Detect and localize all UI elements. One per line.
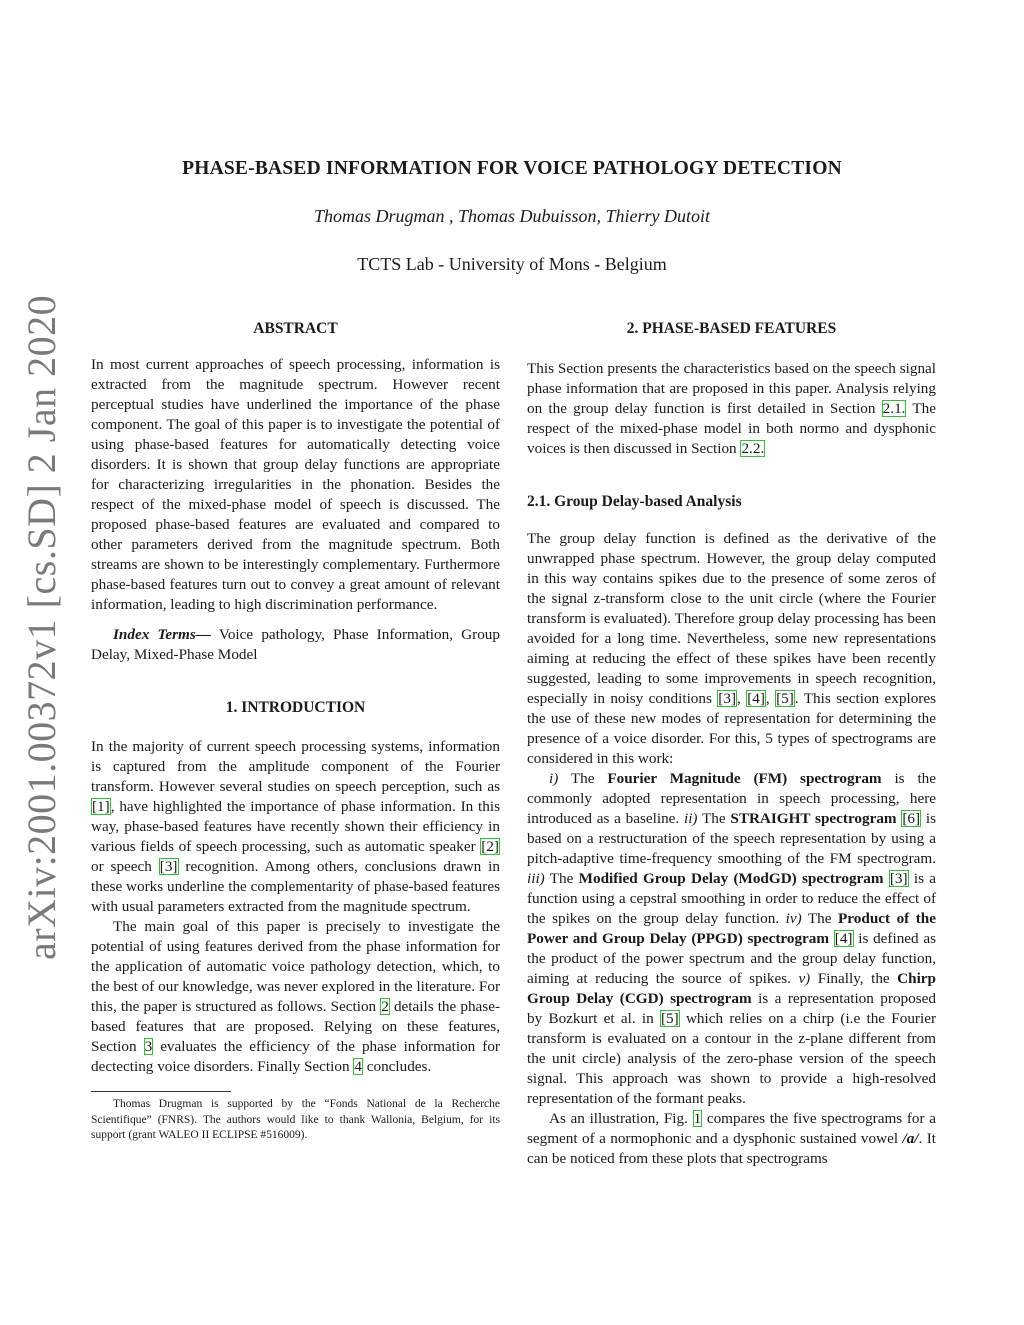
text-run: is defined as the product of the power spectrum and the group delay function, aiming at reducing the source of spikes. (527, 930, 937, 987)
text-run: which relies on a chirp (i.e the Fourier transform is evaluated on a contour in the z-plane different from the unit circle) analysis of the zero-phase version of the speech signal. This approach was shown to provide a high-resolved representation of the formant peaks. (527, 1010, 937, 1107)
citation-link[interactable]: [4] (834, 930, 853, 947)
text-run: The respect of the mixed-phase model in both normo and dysphonic voices is then discussed in Section (527, 400, 936, 457)
text-run: The (558, 770, 608, 787)
citation-link[interactable]: [5] (776, 690, 794, 707)
text-run: is the commonly adopted representation in speech processing, here introduced as a baseline. (527, 770, 937, 827)
term-bold: STRAIGHT spectrogram (730, 810, 897, 827)
arxiv-identifier-stamp: arXiv:2001.00372v1 [cs.SD] 2 Jan 2020 (19, 294, 64, 960)
text-run: concludes. (362, 1058, 432, 1075)
section-link[interactable]: 2.1. (882, 400, 906, 417)
citation-link[interactable]: [3] (889, 870, 908, 887)
text-run: . It can be noticed from these plots that spectrograms (527, 1130, 937, 1167)
enum-marker: iii) (527, 870, 545, 887)
index-terms-text: Voice pathology, Phase Information, Group Delay, Mixed-Phase Model (91, 626, 500, 663)
text-run: recognition. Among others, conclusions drawn in these works underline the complementarity of phase-based features with usual parameters extracted from the magnitude spectrum. (91, 858, 500, 915)
text-run: The (697, 810, 731, 827)
text-run: The main goal of this paper is precisely to investigate the potential of using features derived from the phase information for the application of automatic voice pathology detection, which, to the best of our knowledge, was never explored in the literature. For this, the paper is structured as follows. Section (91, 918, 500, 1015)
section-2-1-paragraph-2 (527, 769, 936, 1109)
text-run: The group delay function is defined as the derivative of the unwrapped phase spectrum. However, the group delay computed in this way contains spikes due to the presence of some zeros of the signal z-transform close to the unit circle (where the Fourier transform is evaluated). Therefore group delay processing has been avoided for a long time. Nevertheless, some new representations aiming at reducing the effect of these spikes have been recently suggested, leading to some improvements in speech recognition, especially in noisy conditions (527, 530, 936, 707)
right-column (527, 320, 936, 1169)
term-bold: Chirp Group Delay (CGD) spectrogram (527, 970, 936, 1007)
left-column (91, 320, 500, 1144)
index-terms-label: Index Terms— (113, 626, 211, 643)
section-2-1-heading: 2.1. Group Delay-based Analysis (527, 493, 742, 510)
citation-link[interactable]: [3] (718, 690, 737, 707)
index-terms (91, 625, 500, 665)
term-bold: Product of the Power and Group Delay (PPGD) spectrogram (527, 910, 936, 947)
text-run: is a function using a cepstral smoothing in order to reduce the effect of the spikes on the group delay function. (527, 870, 937, 927)
text-run: evaluates the efficiency of the phase information for dectecting voice disorders. Finally Section (91, 1038, 500, 1075)
text-run: , have highlighted the importance of phase information. In this way, phase-based features have recently shown their efficiency in various fields of speech processing, such as automatic speaker (91, 798, 500, 855)
enum-marker: i) (549, 770, 559, 787)
text-run: , (737, 690, 747, 707)
section-link[interactable]: 2.2. (741, 440, 765, 457)
citation-link[interactable]: [3] (159, 858, 178, 875)
citation-link[interactable]: [2] (481, 838, 499, 855)
term-bold: Modified Group Delay (ModGD) spectrogram (578, 870, 884, 887)
figure-link[interactable]: 1 (693, 1110, 702, 1127)
intro-paragraph-1 (91, 737, 500, 917)
section-link[interactable]: 3 (144, 1038, 153, 1055)
paper-title: PHASE-BASED INFORMATION FOR VOICE PATHOLOGY DETECTION (182, 158, 842, 179)
section-2-heading: 2. PHASE-BASED FEATURES (626, 320, 837, 337)
footnote-text: Thomas Drugman is supported by the “Fonds National de la Recherche Scientifique” (FNRS). The authors would like to thank Wallonia, Belgium, for its support (grant WALEO II ECLIPSE #516009). (91, 1098, 500, 1141)
text-run: As an illustration, Fig. (549, 1110, 693, 1127)
abstract-text: In most current approaches of speech processing, information is extracted from the magnitude spectrum. However recent perceptual studies have underlined the importance of the phase component. The goal of this paper is to investigate the potential of using phase-based features for automatically detecting voice disorders. It is shown that group delay functions are appropriate for characterizing irregularities in the phonation. Besides the respect of the mixed-phase model of speech is discussed. The proposed phase-based features are evaluated and compared to other parameters derived from the magnitude spectrum. Both streams are shown to be interestingly complementary. Furthermore phase-based features turn out to convey a great amount of relevant information, leading to high discrimination performance. (91, 356, 500, 613)
text-run: In the majority of current speech processing systems, information is captured from the amplitude component of the Fourier transform. However several studies on speech perception, such as (91, 738, 500, 795)
citation-link[interactable]: [1] (92, 798, 110, 815)
text-run: Finally, the (810, 970, 898, 987)
author-list: Thomas Drugman , Thomas Dubuisson, Thierry Dutoit (313, 206, 711, 226)
text-run: is based on a restructuration of the speech representation by using a pitch-adaptive time-frequency smoothing of the FM spectrogram. (527, 810, 936, 867)
citation-link[interactable]: [6] (902, 810, 921, 827)
enum-marker: v) (798, 970, 811, 987)
phoneme: /a/ (902, 1130, 919, 1147)
citation-link[interactable]: [5] (660, 1010, 679, 1027)
introduction-heading: 1. INTRODUCTION (225, 699, 366, 716)
term-bold: Fourier Magnitude (FM) spectrogram (607, 770, 882, 787)
enum-marker: ii) (683, 810, 698, 827)
text-run: compares the five spectrograms for a segment of a normophonic and a dysphonic sustained vowel (527, 1110, 937, 1147)
text-run: , (765, 690, 776, 707)
text-run: is a representation proposed by Bozkurt et al. in (527, 990, 936, 1027)
section-2-1-paragraph-1 (527, 529, 936, 769)
section-link[interactable]: 2 (381, 998, 389, 1015)
citation-link[interactable]: [4] (747, 690, 765, 707)
footnote-divider (91, 1091, 231, 1092)
section-2-1-paragraph-3 (527, 1109, 936, 1169)
section-link[interactable]: 4 (354, 1058, 362, 1075)
text-run: . This section explores the use of these new modes of representation for determining the presence of a voice disorder. For this, 5 types of spectrograms are considered in this work: (527, 690, 936, 767)
text-run: details the phase-based features that are proposed. Relying on these features, Section (91, 998, 500, 1055)
affiliation: TCTS Lab - University of Mons - Belgium (357, 254, 667, 274)
text-run: or speech (91, 858, 159, 875)
enum-marker: iv) (785, 910, 802, 927)
intro-paragraph-2 (91, 917, 500, 1077)
text-run: The (544, 870, 579, 887)
text-run: This Section presents the characteristics based on the speech signal phase information that are proposed in this paper. Analysis relying on the group delay function is first detailed in Section (527, 360, 936, 417)
abstract-heading: ABSTRACT (253, 320, 338, 337)
text-run: The (801, 910, 839, 927)
section-2-paragraph (527, 359, 936, 459)
footnote (91, 1097, 500, 1144)
